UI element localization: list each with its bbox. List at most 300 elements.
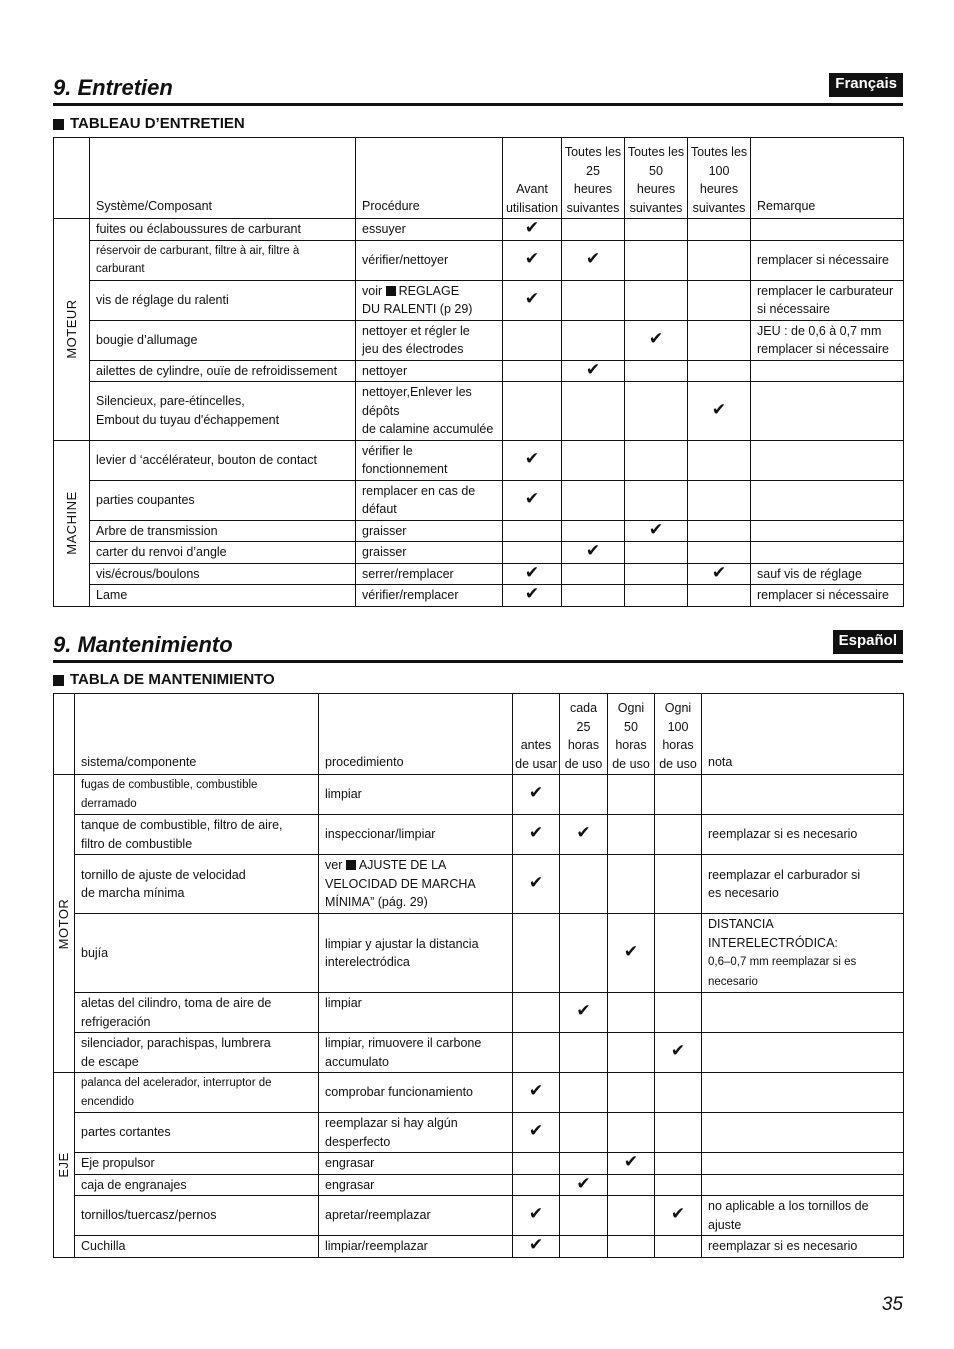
cell-line: de calamine accumulée [362,422,494,436]
interval-cell-before-use [503,563,562,585]
checkmark-icon: ✔ [524,563,540,582]
system-cell [75,775,319,815]
procedure-cell [319,1196,513,1236]
table-row [54,914,904,993]
interval-cell-every-25h [562,240,625,280]
interval-cell-every-25h [562,542,625,564]
interval-cell-before-use [503,320,562,360]
interval-cell-every-50h [608,1033,655,1073]
table-row [54,320,904,360]
procedure-cell [319,1153,513,1175]
interval-cell-every-25h [560,815,608,855]
interval-cell-every-50h [608,775,655,815]
checkmark-icon: ✔ [670,1041,686,1061]
interval-cell-before-use [503,480,562,520]
header-line: 50 [649,163,663,178]
header-line: de usar [515,756,557,771]
cell-line: limpiar [325,996,362,1010]
header-line: utilisation [505,200,559,215]
remark-cell [702,914,904,993]
cell-line: remplacer si nécessaire [757,588,889,602]
cell-line: reemplazar si es necesario [708,1239,858,1253]
procedure-cell [319,815,513,855]
divider-es [53,660,903,663]
procedure-cell [356,585,503,607]
table-row [54,993,904,1033]
system-cell [90,585,356,607]
header-every-50h [625,138,688,219]
cell-line: bougie d’allumage [96,332,198,347]
remark-cell [751,480,904,520]
cell-line: graisser [362,545,407,559]
cell-line: caja de engranajes [81,1177,187,1192]
checkmark-icon: ✔ [528,1235,544,1254]
header-line: de uso [564,756,603,771]
interval-cell-every-100h [655,1113,702,1153]
cell-line: sauf vis de réglage [757,566,862,581]
cell-line: limpiar/reemplazar [325,1239,428,1253]
header-line: Toutes les [690,145,748,159]
remark-cell [751,280,904,320]
checkmark-icon: ✔ [576,1001,591,1021]
interval-cell-every-100h [688,520,751,542]
interval-cell-every-100h [688,320,751,360]
system-cell [75,1113,319,1153]
section-title-es: 9. Mantenimiento [53,632,233,657]
procedure-cell [356,280,503,320]
cell-line: jeu des électrodes [362,342,464,356]
table-row [54,815,904,855]
interval-cell-every-100h [655,1033,702,1073]
system-cell [75,1196,319,1236]
interval-cell-every-25h [560,1073,608,1113]
system-cell [90,440,356,480]
cell-line: palanca del acelerador, interruptor de encendido [81,1077,272,1108]
group-label-text: MOTOR [55,898,71,949]
cell-line: refrigeración [81,1014,151,1029]
cell-line: vis de réglage du ralenti [96,292,229,307]
procedure-cell [319,1174,513,1196]
interval-cell-every-25h [562,585,625,607]
cell-line: es necesario [708,886,779,900]
system-cell [75,815,319,855]
page-number: 35 [881,1294,903,1315]
procedure-cell [356,520,503,542]
cell-line: nettoyer,Enlever les dépôts [362,385,472,418]
cell-line: nettoyer [362,363,408,378]
header-every-50h [608,694,655,775]
interval-cell-every-100h [688,280,751,320]
table-heading-fr [53,115,245,133]
procedure-cell [356,219,503,241]
remark-cell [702,1113,904,1153]
interval-cell-before-use [513,1073,560,1113]
header-every-25h [560,694,608,775]
row-group-label [54,1073,75,1258]
system-cell [90,563,356,585]
cell-line: vis/écrous/boulons [96,566,200,581]
header-line: horas [662,738,694,752]
cell-line: Arbre de transmission [96,523,218,538]
interval-cell-before-use [503,382,562,441]
header-line: suivantes [629,200,683,215]
interval-cell-before-use [503,240,562,280]
checkmark-icon: ✔ [711,399,727,419]
checkmark-icon: ✔ [528,872,544,892]
table-heading-fr-label: TABLEAU D’ENTRETIEN [70,115,245,132]
cell-line: comprobar funcionamiento [325,1085,473,1100]
cell-line: Lame [96,588,128,602]
remark-cell [702,1153,904,1175]
header-line: suivantes [566,200,620,215]
interval-cell-before-use [513,815,560,855]
interval-cell-before-use [513,1113,560,1153]
cell-line: fuites ou éclaboussures de carburant [96,222,301,236]
table-row [54,1174,904,1196]
interval-cell-every-100h [688,542,751,564]
interval-cell-before-use [503,219,562,241]
row-group-label [54,219,90,441]
checkmark-icon: ✔ [576,1174,591,1193]
system-cell [75,914,319,993]
header-system: sistema/componente [75,694,319,775]
cell-line: remplacer si nécessaire [757,342,889,356]
interval-cell-every-50h [625,520,688,542]
remark-cell [702,775,904,815]
interval-cell-every-25h [562,219,625,241]
interval-cell-every-50h [625,360,688,382]
interval-cell-every-50h [608,993,655,1033]
procedure-cell [319,914,513,993]
interval-cell-before-use [503,440,562,480]
checkmark-icon: ✔ [524,488,540,508]
interval-cell-before-use [513,1236,560,1258]
cell-line: limpiar y ajustar la distancia [325,936,479,951]
interval-cell-every-25h [560,855,608,914]
header-line: 100 [708,163,730,178]
cell-line: apretar/reemplazar [325,1208,431,1223]
cell-line: no aplicable a los tornillos de ajuste [708,1199,869,1232]
header-line: horas [567,738,600,752]
remark-cell [702,1073,904,1113]
group-label-text: MOTEUR [63,299,79,359]
checkmark-icon: ✔ [528,783,544,803]
cell-line: carter du renvoi d’angle [96,545,227,559]
procedure-cell [319,775,513,815]
cell-line: DISTANCIA INTERELECTRÓDICA: [708,917,838,950]
divider-fr [53,103,903,106]
procedure-cell [356,563,503,585]
interval-cell-every-25h [560,1236,608,1258]
interval-cell-before-use [513,1033,560,1073]
interval-cell-every-100h [655,1073,702,1113]
header-procedure: Procédure [356,138,503,219]
remark-cell [751,520,904,542]
remark-cell [702,1196,904,1236]
checkmark-icon: ✔ [711,563,727,582]
table-header [54,138,904,219]
header-before-use [503,138,562,219]
system-cell [75,1073,319,1113]
table-body [54,219,904,607]
language-badge-es: Español [833,630,903,654]
interval-cell-before-use [503,280,562,320]
cell-line: reemplazar si es necesario [708,827,858,842]
cell-line: silenciador, parachispas, lumbrera [81,1036,271,1050]
cell-line: filtro de combustible [81,836,193,851]
interval-cell-every-100h [655,1196,702,1236]
system-cell [90,320,356,360]
cell-line: inspeccionar/limpiar [325,827,436,842]
interval-cell-every-50h [608,1113,655,1153]
remark-cell [751,440,904,480]
header-line: Ogni [617,701,645,715]
checkmark-icon: ✔ [524,248,540,268]
interval-cell-every-25h [560,914,608,993]
cell-line: ailettes de cylindre, ouïe de refroidissement [96,363,338,378]
checkmark-icon: ✔ [670,1204,686,1224]
header-group-cell [54,138,90,219]
interval-cell-every-100h [688,240,751,280]
interval-cell-before-use [503,585,562,607]
interval-cell-every-100h [655,855,702,914]
table-body [54,775,904,1258]
header-line: de uso [659,756,697,771]
table-row [54,240,904,280]
header-procedure: procedimiento [319,694,513,775]
header-remark: Remarque [751,138,904,219]
interval-cell-every-100h [655,815,702,855]
cell-line: aletas del cilindro, toma de aire de [81,996,272,1010]
remark-cell [702,855,904,914]
system-cell [90,240,356,280]
table-row [54,480,904,520]
table-row [54,280,904,320]
remark-cell [751,585,904,607]
system-cell [90,480,356,520]
square-bullet-icon [346,860,356,870]
interval-cell-every-50h [625,563,688,585]
remark-cell [702,993,904,1033]
system-cell [75,1236,319,1258]
header-line: suivantes [692,200,746,215]
interval-cell-every-25h [562,382,625,441]
procedure-cell [356,240,503,280]
square-bullet-icon [386,286,396,296]
interval-cell-before-use [513,1153,560,1175]
interval-cell-every-100h [688,360,751,382]
header-line: heures [636,182,676,196]
remark-cell [702,815,904,855]
interval-cell-every-100h [655,1174,702,1196]
interval-cell-every-100h [655,775,702,815]
cell-line: engrasar [325,1177,375,1192]
procedure-cell [356,320,503,360]
cell-line: JEU : de 0,6 à 0,7 mm [757,323,882,338]
cell-line: tornillos/tuercasz/pernos [81,1208,217,1223]
interval-cell-every-100h [688,440,751,480]
interval-cell-before-use [513,993,560,1033]
table-row [54,219,904,241]
cell-line: Embout du tuyau d'échappement [96,412,280,427]
table-row [54,542,904,564]
system-cell [75,1033,319,1073]
interval-cell-every-50h [625,320,688,360]
cell-line: vérifier le fonctionnement [362,443,448,476]
cell-line: Silencieux, pare-étincelles, [96,394,245,409]
system-cell [75,993,319,1033]
remark-cell [751,542,904,564]
interval-cell-before-use [503,542,562,564]
header-line: 25 [576,719,591,734]
square-bullet-icon [53,675,64,686]
table-heading-es-label: TABLA DE MANTENIMIENTO [70,671,275,688]
cell-line: remplacer en cas de [362,483,476,498]
remark-cell [702,1236,904,1258]
interval-cell-before-use [513,775,560,815]
interval-cell-before-use [513,855,560,914]
cell-line: engrasar [325,1156,375,1170]
table-row [54,360,904,382]
table-row [54,775,904,815]
procedure-cell [356,542,503,564]
checkmark-icon: ✔ [524,218,540,237]
table-row [54,1033,904,1073]
cell-line: voir REGLAGE [362,283,460,298]
remark-cell [702,1174,904,1196]
interval-cell-every-25h [560,1196,608,1236]
checkmark-icon: ✔ [528,1204,544,1224]
header-line: antes [520,738,552,752]
interval-cell-before-use [513,914,560,993]
cell-line: desperfecto [325,1134,391,1149]
table-row [54,382,904,441]
procedure-cell [356,480,503,520]
interval-cell-every-100h [655,993,702,1033]
cell-line: remplacer le carburateur [757,283,894,298]
header-line: Toutes les [627,145,685,159]
cell-line: Eje propulsor [81,1156,155,1170]
interval-cell-every-50h [625,219,688,241]
interval-cell-every-25h [560,993,608,1033]
interval-cell-every-100h [655,914,702,993]
header-every-100h [688,138,751,219]
interval-cell-every-50h [625,382,688,441]
table-row [54,585,904,607]
cell-line: interelectródica [325,955,410,969]
group-label-text: EJE [55,1152,71,1178]
cell-line: défaut [362,502,397,516]
interval-cell-every-25h [560,1153,608,1175]
cell-line: remplacer si nécessaire [757,252,889,267]
system-cell [75,855,319,914]
interval-cell-every-100h [688,585,751,607]
checkmark-icon: ✔ [528,1121,544,1141]
interval-cell-every-25h [562,360,625,382]
header-line: Toutes les [564,145,622,159]
cell-line: de marcha mínima [81,886,185,900]
interval-cell-every-50h [625,240,688,280]
remark-cell [751,382,904,441]
checkmark-icon: ✔ [623,1152,639,1171]
procedure-cell [356,382,503,441]
remark-cell [751,360,904,382]
checkmark-icon: ✔ [648,520,664,539]
interval-cell-before-use [503,360,562,382]
cell-line: reemplazar si hay algún [325,1116,458,1130]
table-header [54,694,904,775]
interval-cell-every-100h [688,219,751,241]
interval-cell-every-50h [608,815,655,855]
header-line: Avant [516,182,548,196]
cell-line: tornillo de ajuste de velocidad [81,867,246,882]
checkmark-icon: ✔ [528,1081,544,1101]
cell-line: bujía [81,945,109,960]
interval-cell-every-100h [655,1236,702,1258]
interval-cell-every-25h [562,280,625,320]
checkmark-icon: ✔ [524,288,540,308]
header-line: 50 [624,719,638,734]
header-line: heures [573,182,613,196]
table-row [54,1196,904,1236]
cell-line: graisser [362,523,407,538]
interval-cell-every-100h [688,382,751,441]
system-cell [90,520,356,542]
system-cell [90,280,356,320]
remark-cell [702,1033,904,1073]
cell-line: si nécessaire [757,302,830,316]
interval-cell-every-50h [625,440,688,480]
interval-cell-every-100h [688,563,751,585]
system-cell [75,1153,319,1175]
cell-line: serrer/remplacer [362,566,454,581]
interval-cell-every-25h [562,563,625,585]
remark-cell [751,320,904,360]
cell-line: fugas de combustible, combustible derramado [81,779,258,810]
section-title-fr: 9. Entretien [53,75,173,100]
system-cell [90,542,356,564]
interval-cell-every-25h [560,1174,608,1196]
header-line: de uso [612,756,650,771]
interval-cell-before-use [513,1174,560,1196]
system-cell [75,1174,319,1196]
checkmark-icon: ✔ [585,360,601,379]
interval-cell-before-use [513,1196,560,1236]
checkmark-icon: ✔ [585,541,601,560]
procedure-cell [319,1113,513,1153]
interval-cell-every-25h [562,520,625,542]
header-remark: nota [702,694,904,775]
table-row [54,855,904,914]
group-label-text: MACHINE [63,491,79,555]
language-badge-fr: Français [829,73,903,97]
interval-cell-every-50h [608,1236,655,1258]
cell-line: limpiar, rimuovere il carbone [325,1036,482,1050]
cell-line: Cuchilla [81,1239,126,1253]
table-row [54,1073,904,1113]
cell-line: reemplazar el carburador si [708,867,861,882]
header-every-25h [562,138,625,219]
procedure-cell [356,440,503,480]
cell-line: essuyer [362,222,406,236]
maintenance-table-es [53,693,904,1258]
procedure-cell [319,1073,513,1113]
checkmark-icon: ✔ [576,823,591,843]
cell-line: vérifier/nettoyer [362,252,449,267]
cell-line: ver AJUSTE DE LA [325,858,447,873]
system-cell [90,382,356,441]
checkmark-icon: ✔ [524,448,540,468]
